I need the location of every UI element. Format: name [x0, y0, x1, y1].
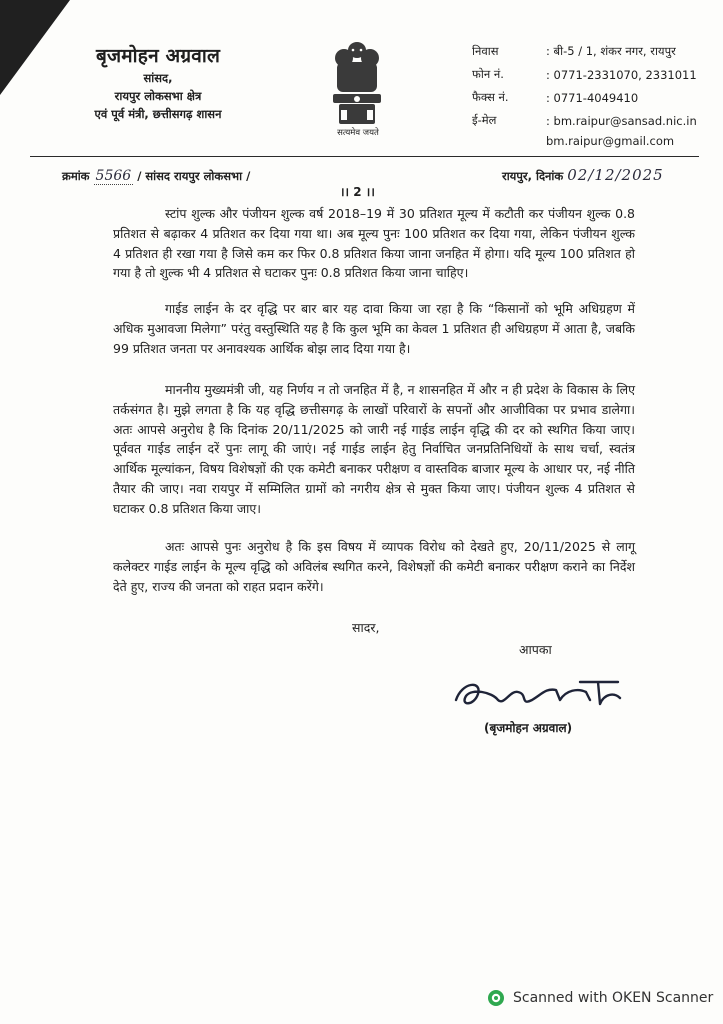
- national-emblem-icon: [327, 38, 387, 138]
- contact-label: फैक्स नं.: [472, 90, 509, 104]
- paragraph-text: स्टांप शुल्क और पंजीयन शुल्क वर्ष 2018–19 में 30 प्रतिशत मूल्य में कटौती कर पंजीयन शुल्क 0.8 प्रतिशत से बढ़ाकर 4 प्रतिशत कर दिया गया था। अब मूल्य पुनः 100 प्रतिशत कर दिया गया, लेकिन पंजीयन शुल्क 4 प्रतिशत ही रखा गया है जिसे कम कर फिर 0.8 प्रतिशत किया जाना जनहित में होगा। यदि मूल्य 100 प्रतिशत हो गया है तो शुल्क भी 4 प्रतिशत से घटाकर पुनः 0.8 प्रतिशत किया जाना चाहिए।: [113, 206, 635, 281]
- signatory-name: (बृजमोहन अग्रवाल): [484, 721, 573, 735]
- contact-value: : 0771-4049410: [546, 90, 639, 105]
- paragraph-text: माननीय मुख्यमंत्री जी, यह निर्णय न तो जनहित में है, न शासनहित में और न ही प्रदेश के विकास के लिए तर्कसंगत है। मुझे लगता है कि यह वृद्धि छत्तीसगढ़ के लाखों परिवारों के सपनों और आजीविका पर प्रभाव डालेगा। अतः आपसे अनुरोध है कि दिनांक 20/11/2025 को जारी नई गाईड लाईन वृद्धि की दर को स्थगित किया जाए। पूर्ववत गाईड लाईन दरें पुनः लागू की जाएं। नई गाईड लाईन हेतु निर्वाचित जनप्रतिनिधियों के साथ चर्चा, स्वतंत्र आर्थिक मूल्यांकन, विषय विशेषज्ञों की एक कमेटी बनाकर परीक्षण व वास्तविक बाजार मूल्य के आधार पर, नई नीति तैयार की जाए। नवा रायपुर में सम्मिलित ग्रामों को नगरीय क्षेत्र से मुक्त किया जाए। पंजीयन शुल्क 4 प्रतिशत से घटाकर 0.8 प्रतिशत किया जाए।: [113, 382, 635, 516]
- letterhead-divider: [30, 156, 699, 157]
- body-paragraph: [113, 380, 635, 519]
- contact-value: : bm.raipur@sansad.nic.in: [546, 113, 697, 128]
- scanner-text: Scanned with OKEN Scanner: [513, 990, 714, 1006]
- contact-label: निवास: [472, 44, 499, 58]
- paragraph-text: अतः आपसे पुनः अनुरोध है कि इस विषय में व्यापक विरोध को देखते हुए, 20/11/2025 से लागू कलेक्टर गाईड लाईन के मूल्य वृद्धि को अविलंब स्थगित करने, विशेषज्ञों की कमेटी बनाकर परीक्षण कराने का निर्देश देते हुए, राज्य की जनता को राहत प्रदान करेंगे।: [113, 539, 635, 594]
- letter-date: 02/12/2025: [567, 166, 664, 184]
- sender-designation: सांसद,: [143, 71, 173, 85]
- contact-value: : 0771-2331070, 2331011: [546, 67, 697, 82]
- complimentary-close: आपका: [519, 642, 552, 657]
- contact-email-alt: [472, 132, 697, 149]
- contact-value: : बी-5 / 1, शंकर नगर, रायपुर: [546, 44, 676, 58]
- contact-block: [472, 40, 697, 149]
- oken-scanner-logo-icon: [487, 989, 505, 1007]
- reference-prefix: क्रमांक: [62, 169, 90, 183]
- body-paragraph: [113, 299, 635, 358]
- body-paragraph: [113, 204, 635, 283]
- contact-label: ई-मेल: [472, 113, 497, 127]
- sender-former-post: एवं पूर्व मंत्री, छत्तीसगढ़ शासन: [94, 107, 222, 121]
- reference-suffix: / सांसद रायपुर लोकसभा /: [137, 169, 251, 183]
- paragraph-text: गाईड लाईन के दर वृद्धि पर बार बार यह दावा किया जा रहा है कि “किसानों को भूमि अधिग्रहण में अधिक मुआवजा मिलेगा” परंतु वस्तुस्थिति यह है कि कुल भूमि का केवल 1 प्रतिशत ही अधिग्रहण में आता है, जबकि 99 प्रतिशत जनता पर अनावश्यक आर्थिक बोझ लाद दिया गया है।: [113, 301, 635, 356]
- contact-email: [472, 109, 697, 132]
- contact-value: bm.raipur@gmail.com: [546, 133, 675, 148]
- handwritten-signature: [448, 670, 628, 715]
- letterhead-left: [58, 42, 258, 122]
- contact-phone: [472, 63, 697, 86]
- reference-number: 5566: [95, 168, 132, 184]
- date-line: [502, 166, 664, 184]
- contact-address: [472, 40, 697, 63]
- scanner-watermark: [487, 989, 713, 1007]
- reference-line: [62, 168, 250, 184]
- body-paragraph: [113, 537, 635, 596]
- contact-fax: [472, 86, 697, 109]
- sender-constituency: रायपुर लोकसभा क्षेत्र: [114, 89, 202, 103]
- emblem-motto: सत्यमेव जयते: [337, 128, 379, 138]
- contact-label: फोन नं.: [472, 67, 504, 81]
- page-number: ।। 2 ।।: [340, 185, 375, 199]
- sender-name: बृजमोहन अग्रवाल: [95, 45, 221, 67]
- date-prefix: रायपुर, दिनांक: [502, 169, 564, 183]
- closing-salutation: सादर,: [352, 620, 380, 635]
